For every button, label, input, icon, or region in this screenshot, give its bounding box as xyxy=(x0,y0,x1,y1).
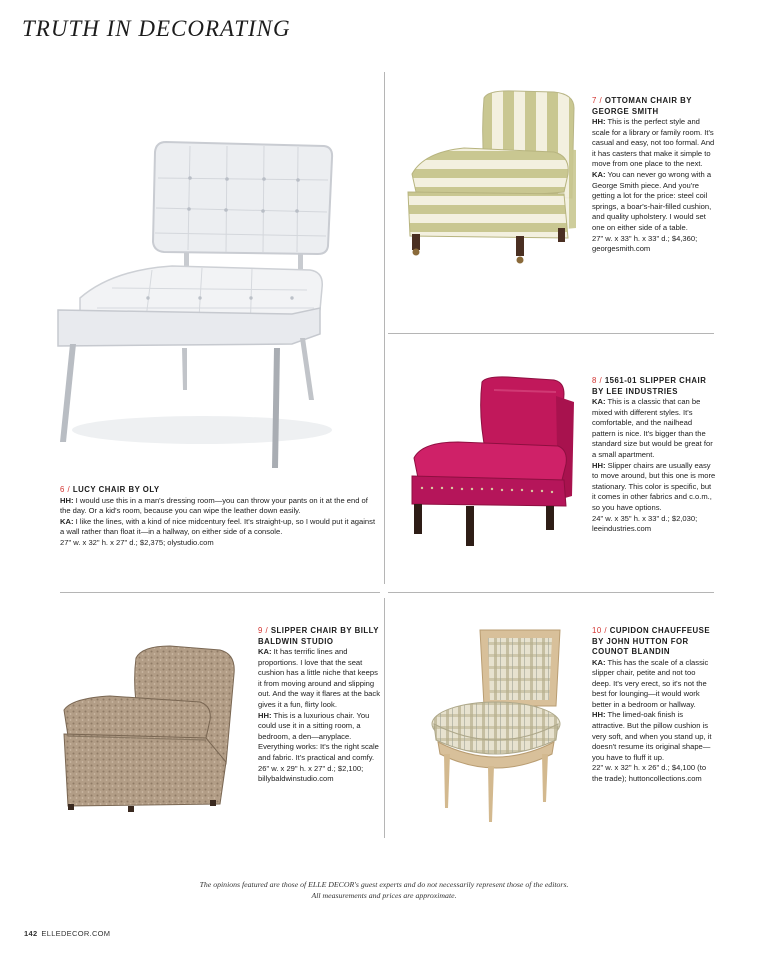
expert-comment: It has terrific lines and proportions. I love that the seat cushion has a little niche that keeps it from moving around and slipping out. And the way it flares at the back gives it a fun, flirty look. xyxy=(258,647,380,709)
entry-number: 10 xyxy=(592,626,602,635)
expert-initials: HH: xyxy=(60,495,74,505)
expert-initials: HH: xyxy=(592,460,606,470)
expert-initials: KA: xyxy=(592,169,606,179)
expert-comment: I like the lines, with a kind of nice midcentury feel. It's straight-up, so I would put it against a wall rather than float it—in a hallway, on either side of a console. xyxy=(60,516,376,537)
entry-heading: 8 / 1561-01 SLIPPER CHAIR BY LEE INDUSTRIES xyxy=(592,376,707,396)
expert-comment: The limed-oak finish is attractive. But the pillow cushion is very soft, and when you stand up, it doesn't resume its original shape—you have to fluff it up. xyxy=(592,710,712,762)
ottoman-chair-image xyxy=(404,88,584,274)
expert-initials: HH: xyxy=(592,710,606,720)
product-specs: 27" w. x 33" h. x 33" d.; $4,360; georgesmith.com xyxy=(592,233,698,254)
row-divider-right-1 xyxy=(388,333,714,334)
entry-title: CUPIDON CHAUFFEUSE BY JOHN HUTTON FOR COUNOT BLANDIN xyxy=(592,626,711,656)
product-specs: 22" w. x 32" h. x 26" d.; $4,100 (to the trade); huttoncollections.com xyxy=(592,763,707,784)
page-folio xyxy=(24,929,110,938)
expert-comment: Slipper chairs are usually easy to move around, but this one is more stationary. This color is specific, but it comes in other fabrics and c.o.m., so you have options. xyxy=(592,460,716,512)
product-specs: 24" w. x 35" h. x 33" d.; $2,030; leeindustries.com xyxy=(592,513,698,534)
page-number: 142 xyxy=(24,929,38,938)
row-divider-left xyxy=(60,592,380,593)
expert-comment: This is the perfect style and scale for a library or family room. It's casual and easy, not too formal. And it has casters that make it simple to move from one place to the next. xyxy=(592,117,715,169)
expert-initials: KA: xyxy=(60,516,74,526)
expert-comment: This has the scale of a classic slipper chair, petite and not too deep. It's very erect, so it's not the best for lounging—it would work better in a bedroom or hallway. xyxy=(592,657,709,709)
entry-title: SLIPPER CHAIR BY BILLY BALDWIN STUDIO xyxy=(258,626,379,646)
expert-initials: KA: xyxy=(592,397,606,406)
entry-number: 8 xyxy=(592,376,597,385)
expert-initials: HH: xyxy=(592,117,606,126)
row-divider-right-2 xyxy=(388,592,714,593)
entry-billy-baldwin-chair xyxy=(258,626,380,785)
entry-heading: 9 / SLIPPER CHAIR BY BILLY BALDWIN STUDIO xyxy=(258,626,379,646)
entry-cupidon-chauffeuse xyxy=(592,626,716,785)
product-specs: 27" w. x 32" h. x 27" d.; $2,375; olystudio.com xyxy=(60,537,214,547)
entry-number: 9 xyxy=(258,626,263,635)
entry-title: OTTOMAN CHAIR BY GEORGE SMITH xyxy=(592,96,692,116)
product-specs: 26" w. x 29" h. x 27" d.; $2,100; billybaldwinstudio.com xyxy=(258,763,364,784)
site-name: ELLEDECOR.COM xyxy=(41,929,111,938)
column-divider-bottom xyxy=(384,598,385,838)
entry-heading: 6 / LUCY CHAIR BY OLY xyxy=(60,485,160,494)
expert-initials: KA: xyxy=(592,657,606,667)
entry-heading: 7 / OTTOMAN CHAIR BY GEORGE SMITH xyxy=(592,96,692,116)
pink-slipper-chair-image xyxy=(408,376,578,552)
plaid-chauffeuse-image xyxy=(430,626,564,826)
entry-number: 6 xyxy=(60,485,65,494)
expert-initials: HH: xyxy=(258,710,272,720)
entry-ottoman-chair xyxy=(592,96,716,255)
expert-comment: You can never go wrong with a George Smith piece. And you're getting a lot for the price: steel coil springs, a boar's-hair-filled cushion, and quality upholstery. I would set one on either side of a table. xyxy=(592,169,712,232)
column-divider-top xyxy=(384,72,385,584)
disclaimer-line-2: All measurements and prices are approximate. xyxy=(311,890,457,900)
boucle-slipper-chair-image xyxy=(60,644,240,814)
expert-initials: KA: xyxy=(258,647,272,656)
entry-heading: 10 / CUPIDON CHAUFFEUSE BY JOHN HUTTON FOR COUNOT BLANDIN xyxy=(592,626,711,656)
entry-lucy-chair xyxy=(60,485,376,548)
entry-lee-slipper-chair xyxy=(592,376,716,535)
lucy-chair-image xyxy=(52,138,334,473)
expert-comment: I would use this in a man's dressing room—you can throw your pants on it at the end of the day. Or a kid's room, because you can wipe the leather down easily. xyxy=(60,495,368,516)
expert-comment: This is a classic that can be mixed with different styles. It's comfortable, and the nailhead pattern is nice. It's bigger than the standard size but would be great for a small apartment. xyxy=(592,397,713,459)
page-title: TRUTH IN DECORATING xyxy=(22,16,291,41)
expert-comment: This is a luxurious chair. You could use it in a sitting room, a bedroom, a den—anyplace. Everything works: It's the right scale and fabric. It's practical and comfy. xyxy=(258,710,379,762)
entry-number: 7 xyxy=(592,96,597,105)
entry-title: LUCY CHAIR BY OLY xyxy=(72,485,160,494)
disclaimer-line-1: The opinions featured are those of ELLE DECOR's guest experts and do not necessarily represent those of the editors. xyxy=(199,880,569,889)
entry-title: 1561-01 SLIPPER CHAIR BY LEE INDUSTRIES xyxy=(592,376,707,396)
disclaimer-note xyxy=(0,880,768,901)
